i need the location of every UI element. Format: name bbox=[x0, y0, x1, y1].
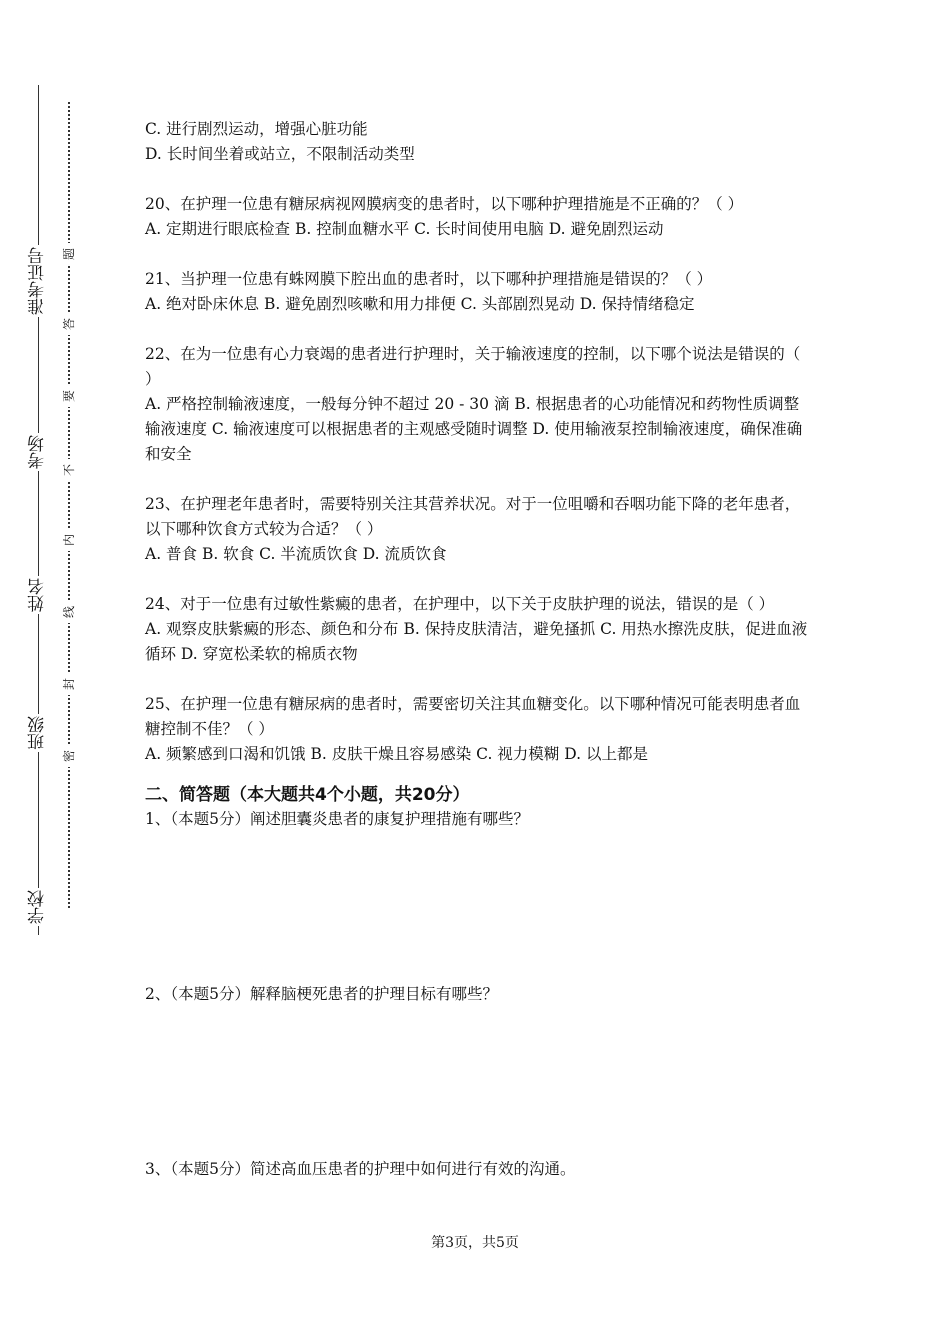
seal-char: 内 bbox=[61, 529, 77, 551]
margin-label-exam-room: 考场 bbox=[22, 433, 54, 471]
question-options: A. 观察皮肤紫癜的形态、颜色和分布 B. 保持皮肤清洁，避免搔抓 C. 用热水擦洗皮肤，促进血液循环 D. 穿宽松柔软的棉质衣物 bbox=[145, 620, 808, 663]
question-stem: 22、在为一位患有心力衰竭的患者进行护理时，关于输液速度的控制，以下哪个说法是错误的（ ） bbox=[145, 345, 801, 388]
question-stem: 25、在护理一位患有糖尿病的患者时，需要密切关注其血糖变化。以下哪种情况可能表明患者血糖控制不佳？（ ） bbox=[145, 695, 801, 738]
question-23 bbox=[145, 492, 810, 567]
seal-char: 线 bbox=[61, 601, 77, 623]
question-24 bbox=[145, 592, 810, 667]
question-options: A. 定期进行眼底检查 B. 控制血糖水平 C. 长时间使用电脑 D. 避免剧烈运动 bbox=[145, 220, 664, 238]
q19-option-c: C. 进行剧烈运动，增强心脏功能 bbox=[145, 120, 368, 138]
margin-label-school: 学校 bbox=[22, 888, 54, 926]
question-21 bbox=[145, 267, 810, 317]
question-options: A. 严格控制输液速度，一般每分钟不超过 20 - 30 滴 B. 根据患者的心功能情况和药物性质调整输液速度 C. 输液速度可以根据患者的主观感受随时调整 D. 使用输液泵控制输液速度，确保准确和安全 bbox=[145, 395, 803, 463]
seal-char: 要 bbox=[61, 385, 77, 407]
seal-char: 封 bbox=[61, 673, 77, 695]
seal-char: 题 bbox=[61, 243, 77, 265]
short-answer-3: 3、（本题5分）简述高血压患者的护理中如何进行有效的沟通。 bbox=[145, 1160, 576, 1178]
margin-label-exam-number: 准考证号 bbox=[22, 245, 54, 317]
seal-char: 不 bbox=[61, 459, 77, 481]
margin-label-name: 姓名 bbox=[22, 576, 54, 614]
question-options: A. 频繁感到口渴和饥饿 B. 皮肤干燥且容易感染 C. 视力模糊 D. 以上都是 bbox=[145, 745, 648, 763]
seal-char: 答 bbox=[61, 313, 77, 335]
seal-char: 密 bbox=[61, 745, 77, 767]
question-25 bbox=[145, 692, 810, 767]
binding-solid-line bbox=[38, 85, 39, 935]
question-stem: 20、在护理一位患有糖尿病视网膜病变的患者时，以下哪种护理措施是不正确的？（ ） bbox=[145, 195, 744, 213]
exam-content bbox=[145, 117, 810, 1182]
q19-option-d: D. 长时间坐着或站立，不限制活动类型 bbox=[145, 145, 415, 163]
answer-space bbox=[145, 1007, 810, 1157]
page-footer: 第3页，共5页 bbox=[431, 1235, 519, 1251]
binding-dotted-line bbox=[68, 102, 70, 908]
section-2-title: 二、简答题（本大题共4个小题，共20分） bbox=[145, 785, 470, 805]
question-stem: 23、在护理老年患者时，需要特别关注其营养状况。对于一位咀嚼和吞咽功能下降的老年患者，以下哪种饮食方式较为合适？（ ） bbox=[145, 495, 801, 538]
margin-label-class: 班级 bbox=[22, 714, 54, 752]
question-stem: 21、当护理一位患有蛛网膜下腔出血的患者时，以下哪种护理措施是错误的？（ ） bbox=[145, 270, 713, 288]
question-22 bbox=[145, 342, 810, 467]
answer-space bbox=[145, 832, 810, 982]
short-answer-1: 1、（本题5分）阐述胆囊炎患者的康复护理措施有哪些？ bbox=[145, 810, 529, 828]
question-20 bbox=[145, 192, 810, 242]
question-options: A. 绝对卧床休息 B. 避免剧烈咳嗽和用力排便 C. 头部剧烈晃动 D. 保持情绪稳定 bbox=[145, 295, 695, 313]
short-answer-2: 2、（本题5分）解释脑梗死患者的护理目标有哪些？ bbox=[145, 985, 498, 1003]
question-stem: 24、对于一位患有过敏性紫癜的患者，在护理中，以下关于皮肤护理的说法，错误的是（ ） bbox=[145, 595, 775, 613]
question-options: A. 普食 B. 软食 C. 半流质饮食 D. 流质饮食 bbox=[145, 545, 447, 563]
